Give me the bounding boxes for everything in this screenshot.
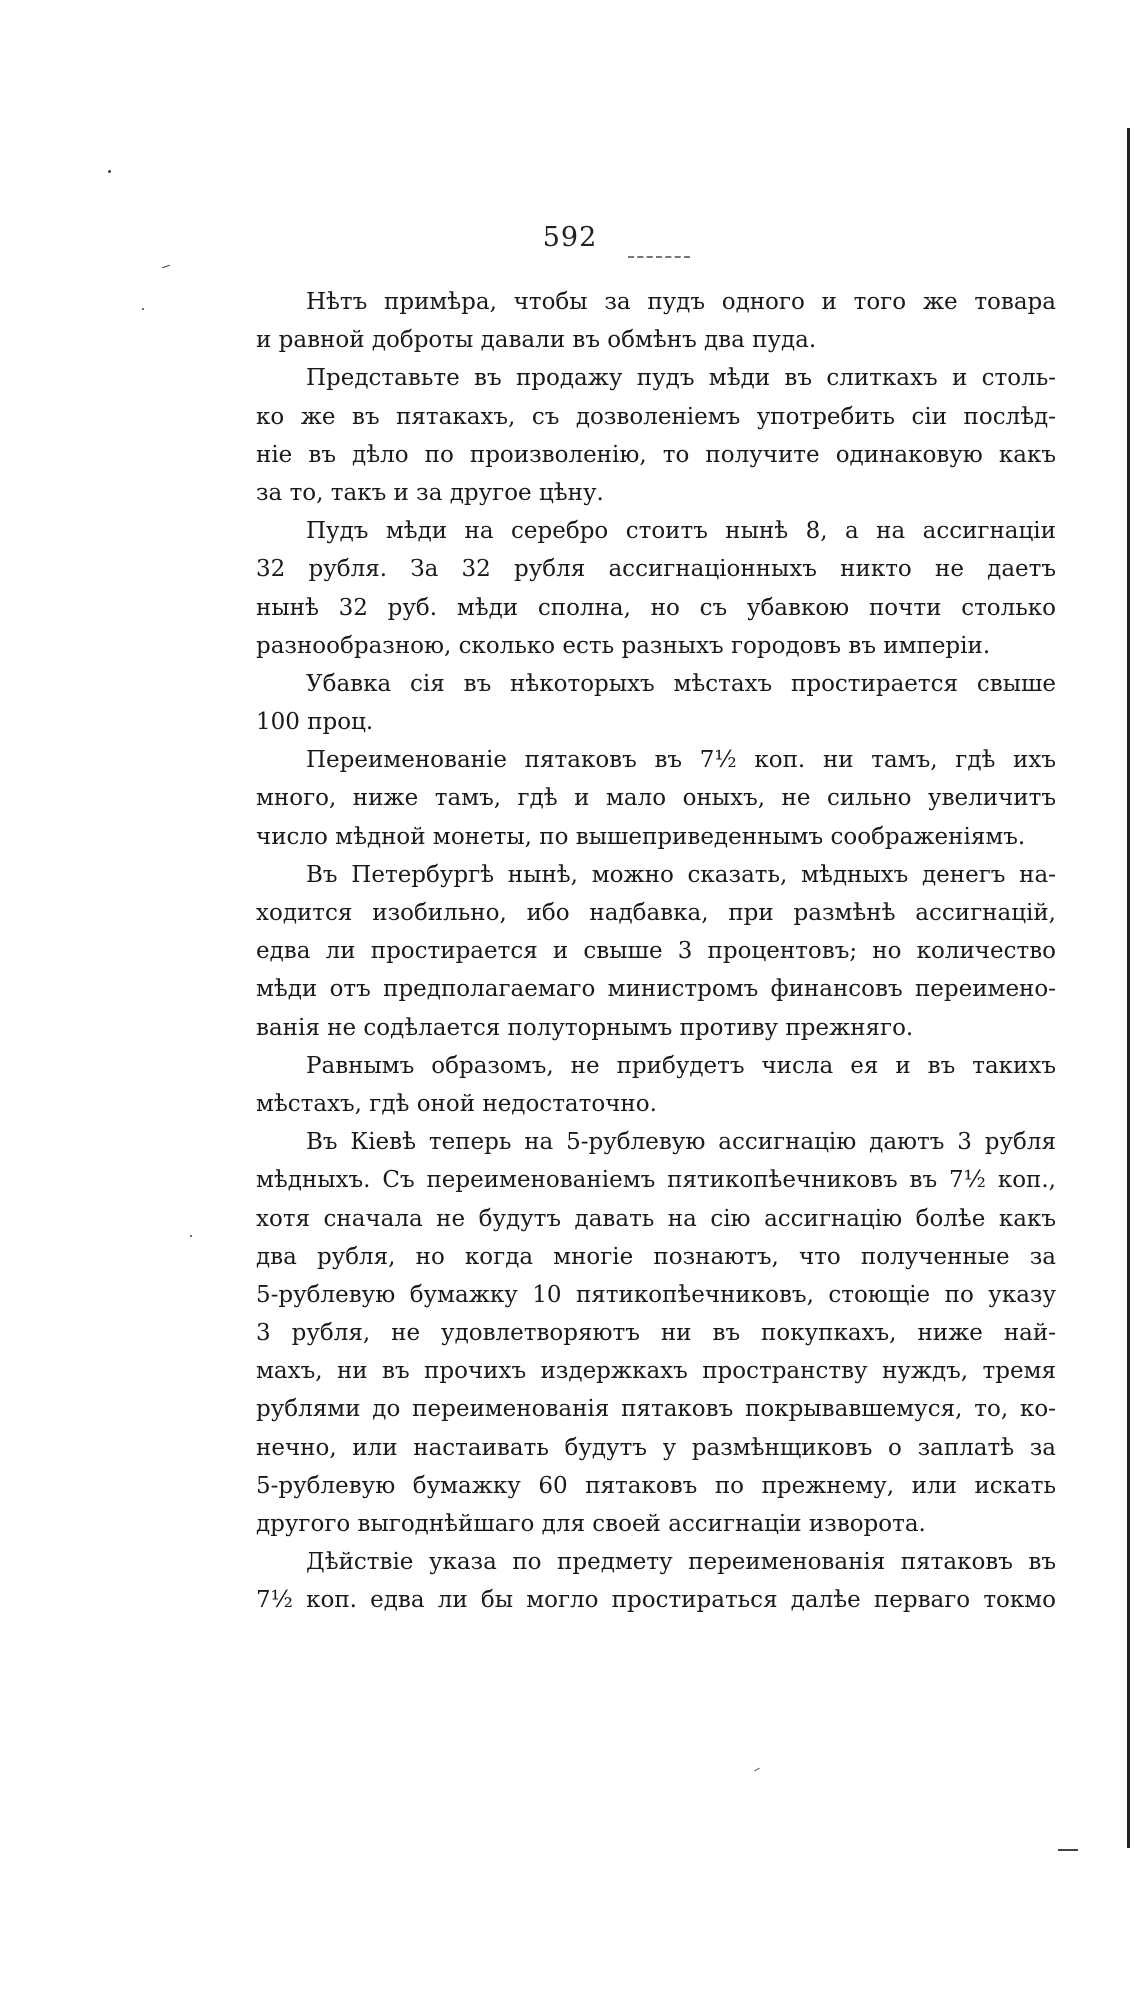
text-line: много, ниже тамъ, гдѣ и мало оныхъ, не сильно увеличитъ xyxy=(256,785,1056,812)
text-line: Въ Петербургѣ нынѣ, можно сказать, мѣдныхъ денегъ на- xyxy=(306,861,1056,888)
body-text xyxy=(256,283,1056,1620)
scan-mark xyxy=(754,1768,760,1772)
scan-mark xyxy=(1058,1849,1078,1851)
text-line: Пудъ мѣди на серебро стоитъ нынѣ 8, а на ассигнаціи xyxy=(306,518,1056,545)
text-line: ванія не содѣлается полуторнымъ противу прежняго. xyxy=(256,1014,914,1041)
text-line: Представьте въ продажу пудъ мѣди въ слиткахъ и столь- xyxy=(306,365,1056,392)
scan-speck xyxy=(142,308,144,310)
text-line: 100 проц. xyxy=(256,709,374,736)
text-line: Убавка сія въ нѣкоторыхъ мѣстахъ простирается свыше xyxy=(306,670,1056,697)
text-line: 32 рубля. За 32 рубля ассигнаціонныхъ никто не даетъ xyxy=(256,556,1056,583)
text-line: Переименованіе пятаковъ въ 7½ коп. ни тамъ, гдѣ ихъ xyxy=(306,747,1056,774)
text-line: ходится изобильно, ибо надбавка, при размѣнѣ ассигнацій, xyxy=(256,900,1056,926)
text-line: мѣди отъ предполагаемаго министромъ финансовъ переимено- xyxy=(256,976,1056,1003)
page-edge xyxy=(1127,128,1130,1848)
text-line: Равнымъ образомъ, не прибудетъ числа ея и въ такихъ xyxy=(306,1052,1056,1079)
text-line: Нѣтъ примѣра, чтобы за пудъ одного и того же товара xyxy=(306,289,1056,315)
scan-speck xyxy=(108,170,111,173)
text-line: мѣстахъ, гдѣ оной недостаточно. xyxy=(256,1090,657,1117)
text-line: ко же въ пятакахъ, съ дозволеніемъ употребить сіи послѣд- xyxy=(256,403,1056,430)
text-line: 5-рублевую бумажку 10 пятикопѣечниковъ, стоющіе по указу xyxy=(256,1281,1056,1308)
text-line: нынѣ 32 руб. мѣди сполна, но съ убавкою почти столько xyxy=(256,594,1056,621)
text-line: другого выгоднѣйшаго для своей ассигнаціи изворота. xyxy=(256,1511,926,1537)
text-line: рублями до переименованія пятаковъ покрывавшемуся, то, ко- xyxy=(256,1396,1056,1423)
text-line: Въ Кіевѣ теперь на 5-рублевую ассигнацію даютъ 3 рубля xyxy=(306,1129,1056,1156)
text-line: мѣдныхъ. Съ переименованіемъ пятикопѣечниковъ въ 7½ коп., xyxy=(256,1167,1056,1194)
text-line: махъ, ни въ прочихъ издержкахъ пространству нуждъ, тремя xyxy=(256,1358,1056,1385)
text-line: Дѣйствіе указа по предмету переименованія пятаковъ въ xyxy=(306,1549,1056,1576)
text-line: нечно, или настаивать будутъ у размѣнщиковъ о заплатѣ за xyxy=(256,1434,1056,1461)
text-line: и равной доброты давали въ обмѣнъ два пуда. xyxy=(256,327,817,354)
text-line: едва ли простирается и свыше 3 процентовъ; но количество xyxy=(256,938,1056,965)
text-line: два рубля, но когда многіе познаютъ, что полученные за xyxy=(256,1243,1056,1270)
text-line: разнообразною, сколько есть разныхъ городовъ въ имперіи. xyxy=(256,632,991,659)
text-line: 3 рубля, не удовлетворяютъ ни въ покупкахъ, ниже най- xyxy=(256,1320,1056,1347)
text-line: 5-рублевую бумажку 60 пятаковъ по прежнему, или искать xyxy=(256,1472,1056,1499)
scan-mark xyxy=(162,265,170,269)
text-line: число мѣдной монеты, по вышеприведеннымъ соображеніямъ. xyxy=(256,823,1026,850)
text-line: хотя сначала не будутъ давать на сію ассигнацію болѣе какъ xyxy=(256,1205,1056,1232)
page-number: 592 xyxy=(542,222,598,253)
text-line: за то, такъ и за другое цѣну. xyxy=(256,479,604,506)
text-line: ніе въ дѣло по произволенію, то получите одинаковую какъ xyxy=(256,441,1056,468)
text-line: 7½ коп. едва ли бы могло простираться далѣе перваго токмо xyxy=(256,1587,1056,1614)
page-number-underline xyxy=(628,256,690,258)
scan-speck xyxy=(190,1235,192,1237)
